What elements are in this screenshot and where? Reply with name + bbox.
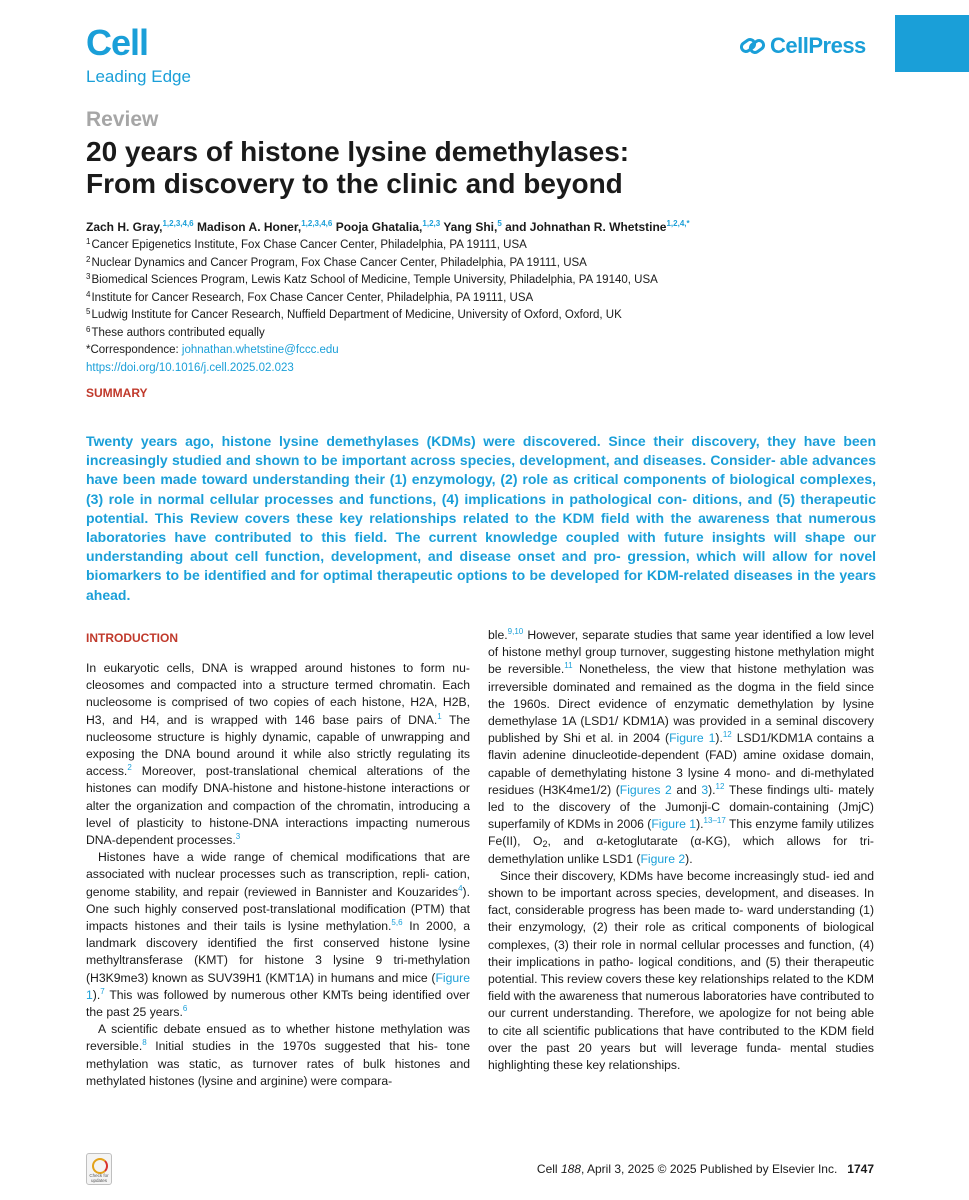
correspondence-email-link[interactable]: johnathan.whetstine@fccc.edu	[181, 344, 339, 356]
affiliation: $^4$Institute for Cancer Research, Fox Chase Cancer Center, Philadelphia, PA 19111, USA	[86, 289, 534, 304]
figure-link[interactable]: Figure 1	[651, 817, 697, 832]
citation[interactable]: 2	[127, 763, 132, 773]
page-number: 1747	[847, 1162, 874, 1176]
cellpress-link-icon	[740, 35, 766, 57]
doi-link[interactable]: https://doi.org/10.1016/j.cell.2025.02.023	[86, 361, 294, 374]
left-column	[86, 660, 470, 1090]
journal-logo: Cell	[86, 22, 149, 63]
figure-link[interactable]: Figure 1	[86, 970, 470, 1002]
author: Zach H. Gray,$^{1,2,3,4,6}$	[86, 219, 194, 234]
correspondence: *Correspondence: johnathan.whetstine@fccc.edu	[86, 344, 339, 356]
affiliation-ref[interactable]: 5	[497, 219, 502, 228]
affiliation: $^5$Ludwig Institute for Cancer Research, Nuffield Department of Medicine, University of Oxford, Oxford, UK	[86, 307, 622, 321]
introduction-heading: INTRODUCTION	[86, 631, 178, 645]
section-label: Leading Edge	[86, 67, 191, 86]
affiliation: $^6$These authors contributed equally	[86, 324, 265, 339]
citation[interactable]: 12	[722, 730, 732, 740]
paragraph: ble.$^{9,10}$ However, separate studies that same year identified a low level of histone methyl group turnover, suggesting histone methylation might be reversible.$^{11}$ Nonetheless, the view that histone methylation was irreversible dominated and remained as the dogma in the field since the 1960s. Direct evidence of enzymatic demethylation by lysine demethylase 1A (LSD1/ KDM1A) was provided in a seminal discovery published by Shi et al. in 2004 (Figure 1).$^{12}$ LSD1/KDM1A contains a flavin adenine dinucleotide-dependent (FAD) amine oxidase domain, capable of demethylating histone 3 lysine 4 mono- and di-methylated residues (H3K4me1/2) (Figures 2 and 3).$^{12}$ These findings ulti- mately led to the discovery of the Jumonji-C domain-containing (JmjC) superfamily of KDMs in 2006 (Figure 1).$^{13-17}$ This enzyme family utilizes Fe(II), $O_2$, and α-ketoglutarate (α-KG), which allows for tri-demethylation unlike LSD1 (Figure 2).	[488, 627, 874, 866]
citation[interactable]: 5,6	[391, 918, 403, 928]
article-title	[86, 136, 866, 200]
author-list	[86, 220, 690, 234]
citation[interactable]: 13–17	[703, 816, 726, 826]
citation[interactable]: 1	[437, 711, 442, 721]
corner-color-block	[895, 15, 969, 72]
citation[interactable]: 11	[564, 661, 573, 671]
paragraph: A scientific debate ensued as to whether histone methylation was reversible.$^8$ Initial studies in the 1970s suggested that his- tone methylation was static, as turnover rates of bulk histones and methylated histones (lysine and arginine) were compara-	[86, 1022, 470, 1088]
affiliations	[86, 237, 658, 377]
citation[interactable]: 3	[235, 832, 241, 842]
paragraph: In eukaryotic cells, DNA is wrapped around histones to form nu- cleosomes and compacted into a structure termed chromatin. Each nucleosome is comprised of two copies of each histone, H2A, H2B, H3, and H4, and is wrapped with 146 base pairs of DNA.$^1$ The nucleosome structure is highly dynamic, capable of unwrapping and exposing the DNA bound around it while also strictly regulating its access.$^2$ Moreover, post-translational chemical alterations of the histones can modify DNA-histone and histone-histone interactions or alter the organization and compaction of the chromatin, introducing a level of plasticity to histone-DNA interactions impacting numerous DNA-dependent processes.$^3$	[86, 661, 470, 848]
citation[interactable]: 9,10	[507, 627, 524, 636]
paragraph: Since their discovery, KDMs have become increasingly stud- ied and shown to be important across species, development, and diseases. In fact, considerable progress has been made to- ward understanding (1) their enzymology, (2) their role as critical components of biological complexes, (3) their role in normal cellular processes and function, (4) their implications in patho- logical conditions, and (5) their therapeutic potential. This review covers these key relationships related to the KDM field with the awareness that numerous laboratories have contributed to our current understanding. Therefore, we apologize for not being able to cite all scientific publications that have contributed to the KDM field over the past 20 years but will leverage funda- mental studies highlighting these key relationships.	[488, 868, 874, 1073]
paragraph: Histones have a wide range of chemical modifications that are associated with nuclear processes such as transcription, repli- cation, genome stability, and repair (reviewed in Bannister and Kouzarides$^4$). One such highly conserved post-translational modification (PTM) that impacts histones and their tails is lysine methylation.$^{5,6}$ In 2000, a landmark discovery identified the first conserved histone lysine methyltransferase (KMT) for histone 3 lysine 9 tri-methylation (H3K9me3) known as SUV39H1 (KMT1A) in humans and mice (Figure 1).$^7$ This was followed by numerous other KMTs being identified over the past 25 years.$^6$	[86, 850, 470, 1020]
affiliation: $^3$Biomedical Sciences Program, Lewis Katz School of Medicine, Temple University, Philadelphia, PA 19140, USA	[86, 272, 658, 286]
figure-link[interactable]: 3	[701, 782, 709, 797]
publisher-logo[interactable]	[740, 33, 866, 59]
page-footer: Cell 188, April 3, 2025 © 2025 Published by Elsevier Inc. 1747	[536, 1162, 874, 1176]
figure-link[interactable]: Figures 2	[619, 782, 672, 797]
subscript: 2	[542, 839, 548, 850]
article-type: Review	[86, 108, 159, 131]
affiliation-ref[interactable]: 1,2,3,4,6	[301, 219, 333, 228]
affiliation: $^2$Nuclear Dynamics and Cancer Program, Fox Chase Cancer Center, Philadelphia, PA 19111, USA	[86, 254, 587, 269]
citation[interactable]: 4	[458, 883, 463, 893]
summary-heading: SUMMARY	[86, 386, 148, 400]
citation[interactable]: 6	[182, 1004, 188, 1014]
title-line-1: 20 years of histone lysine demethylases:	[86, 136, 630, 167]
figure-link[interactable]: Figure 2	[640, 851, 686, 866]
affiliation: $^1$Cancer Epigenetics Institute, Fox Chase Cancer Center, Philadelphia, PA 19111, USA	[86, 237, 527, 251]
affiliation-ref[interactable]: 1,2,3	[422, 219, 441, 228]
affiliation-ref[interactable]: 1,2,3,4,6	[162, 219, 194, 228]
author: and Johnathan R. Whetstine$^{1,2,4,*}$	[505, 219, 690, 234]
author: Madison A. Honer,$^{1,2,3,4,6}$	[196, 219, 333, 234]
title-line-2: From discovery to the clinic and beyond	[86, 168, 623, 199]
publisher-name: CellPress	[770, 33, 866, 58]
citation[interactable]: 8	[142, 1038, 147, 1048]
affiliation-ref[interactable]: 1,2,4,*	[666, 219, 690, 228]
author: Yang Shi,$^5$	[443, 219, 502, 234]
author: Pooja Ghatalia,$^{1,2,3}$	[335, 219, 441, 234]
crossmark-badge[interactable]	[86, 1153, 112, 1185]
volume: 188	[560, 1162, 581, 1176]
right-column	[488, 627, 874, 1074]
summary-text: Twenty years ago, histone lysine demethylases (KDMs) were discovered. Since their discovery, they have been increasingly studied and shown to be important across species, development, and diseases. Consider- able advances have been made toward understanding their (1) enzymology, (2) role as critical components of biological complexes, (3) role in normal cellular processes and functions, (4) implications in pathological con- ditions, and (5) therapeutic potential. This Review covers these key relationships related to the KDM field with the awareness that numerous laboratories have contributed to this field. The current knowledge coupled with future insights will shape our understanding about cell function, development, and disease onset and pro- gression, which will allow for novel biomarkers to be identified and for optimal therapeutic options to be developed for KDM-related diseases in the years ahead.	[86, 433, 876, 603]
citation[interactable]: 7	[100, 986, 105, 996]
figure-link[interactable]: Figure 1	[669, 731, 716, 746]
crossmark-icon	[92, 1158, 108, 1174]
citation[interactable]: 12	[715, 781, 725, 791]
crossmark-label: Check for updates	[89, 1173, 109, 1183]
